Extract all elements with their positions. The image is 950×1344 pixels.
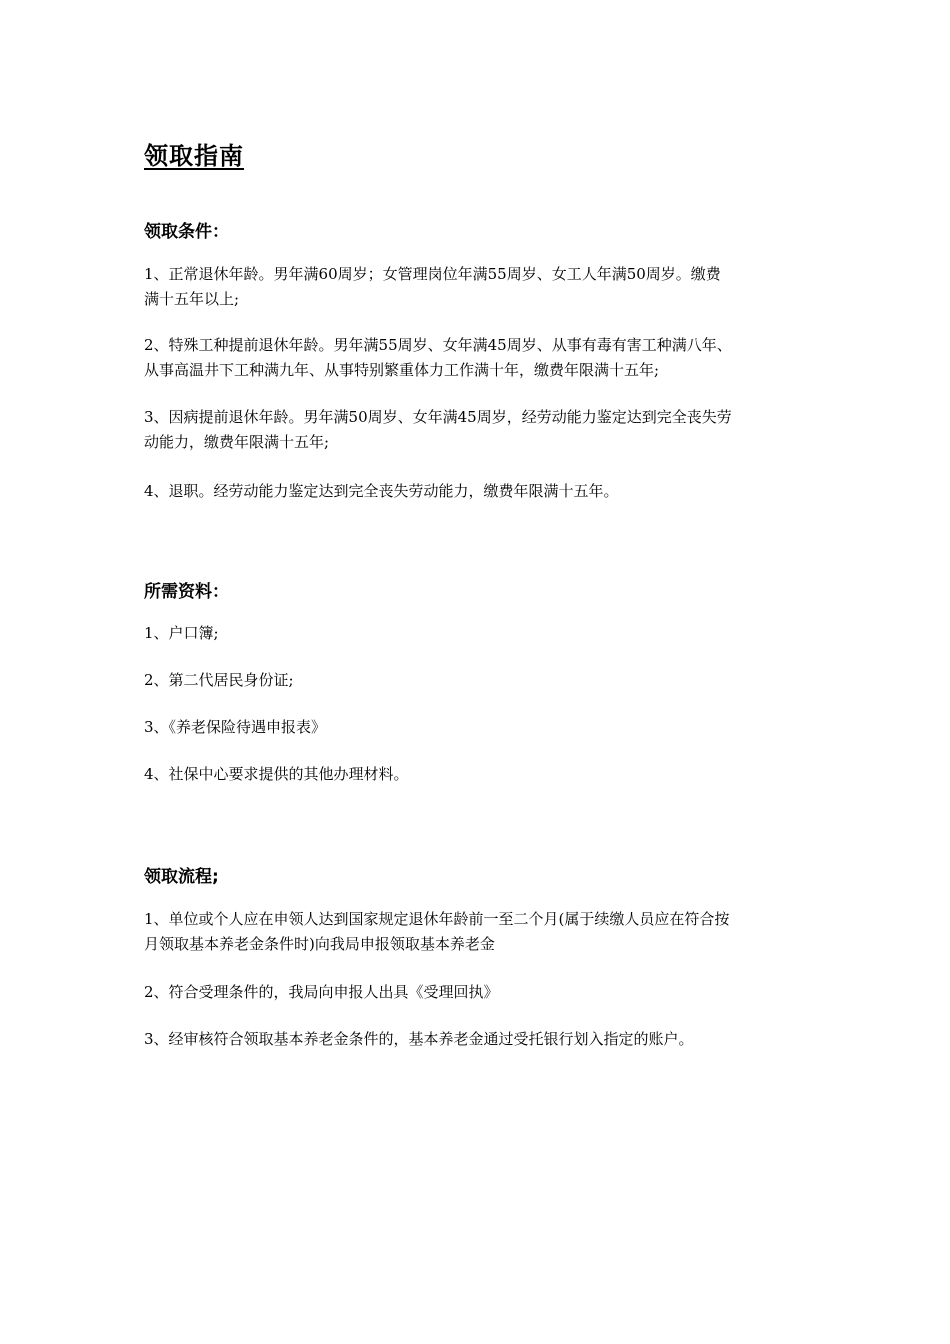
process-item-1-line-2: 月领取基本养老金条件时)向我局申报领取基本养老金 <box>144 935 495 953</box>
process-item-3 <box>144 1027 814 1052</box>
materials-heading: 所需资料： <box>144 582 229 602</box>
document-title: 领取指南 <box>144 142 244 170</box>
materials-item-4 <box>144 762 814 787</box>
process-item-2-line-1: 2、符合受理条件的，我局向申报人出具《受理回执》 <box>144 983 499 1001</box>
process-heading: 领取流程; <box>144 867 219 887</box>
conditions-item-4-line-1: 4、退职。经劳动能力鉴定达到完全丧失劳动能力，缴费年限满十五年。 <box>144 482 619 500</box>
process-item-1-line-1: 1、单位或个人应在申领人达到国家规定退休年龄前一至二个月(属于续缴人员应在符合按 <box>144 910 730 928</box>
conditions-item-2 <box>144 333 814 383</box>
conditions-heading: 领取条件： <box>144 222 229 242</box>
conditions-item-1-line-2: 满十五年以上; <box>144 290 240 308</box>
materials-item-2 <box>144 668 814 693</box>
conditions-item-1-line-1: 1、正常退休年龄。男年满60周岁；女管理岗位年满55周岁、女工人年满50周岁。缴费 <box>144 265 721 283</box>
materials-item-1-line-1: 1、户口簿; <box>144 624 219 642</box>
conditions-item-3-line-2: 动能力，缴费年限满十五年; <box>144 433 330 451</box>
conditions-item-1 <box>144 262 814 312</box>
conditions-item-2-line-2: 从事高温井下工种满九年、从事特别繁重体力工作满十年，缴费年限满十五年; <box>144 361 660 379</box>
materials-item-3 <box>144 715 814 740</box>
conditions-item-2-line-1: 2、特殊工种提前退休年龄。男年满55周岁、女年满45周岁、从事有毒有害工种满八年、 <box>144 336 732 354</box>
process-item-2 <box>144 980 814 1005</box>
conditions-item-3 <box>144 405 814 455</box>
materials-item-4-line-1: 4、社保中心要求提供的其他办理材料。 <box>144 765 409 783</box>
process-item-1 <box>144 907 814 957</box>
materials-item-3-line-1: 3、《养老保险待遇申报表》 <box>144 718 327 736</box>
conditions-item-4 <box>144 479 814 504</box>
process-item-3-line-1: 3、经审核符合领取基本养老金条件的，基本养老金通过受托银行划入指定的账户。 <box>144 1030 694 1048</box>
conditions-item-3-line-1: 3、因病提前退休年龄。男年满50周岁、女年满45周岁，经劳动能力鉴定达到完全丧失劳 <box>144 408 732 426</box>
materials-item-2-line-1: 2、第二代居民身份证; <box>144 671 294 689</box>
materials-item-1 <box>144 621 814 646</box>
